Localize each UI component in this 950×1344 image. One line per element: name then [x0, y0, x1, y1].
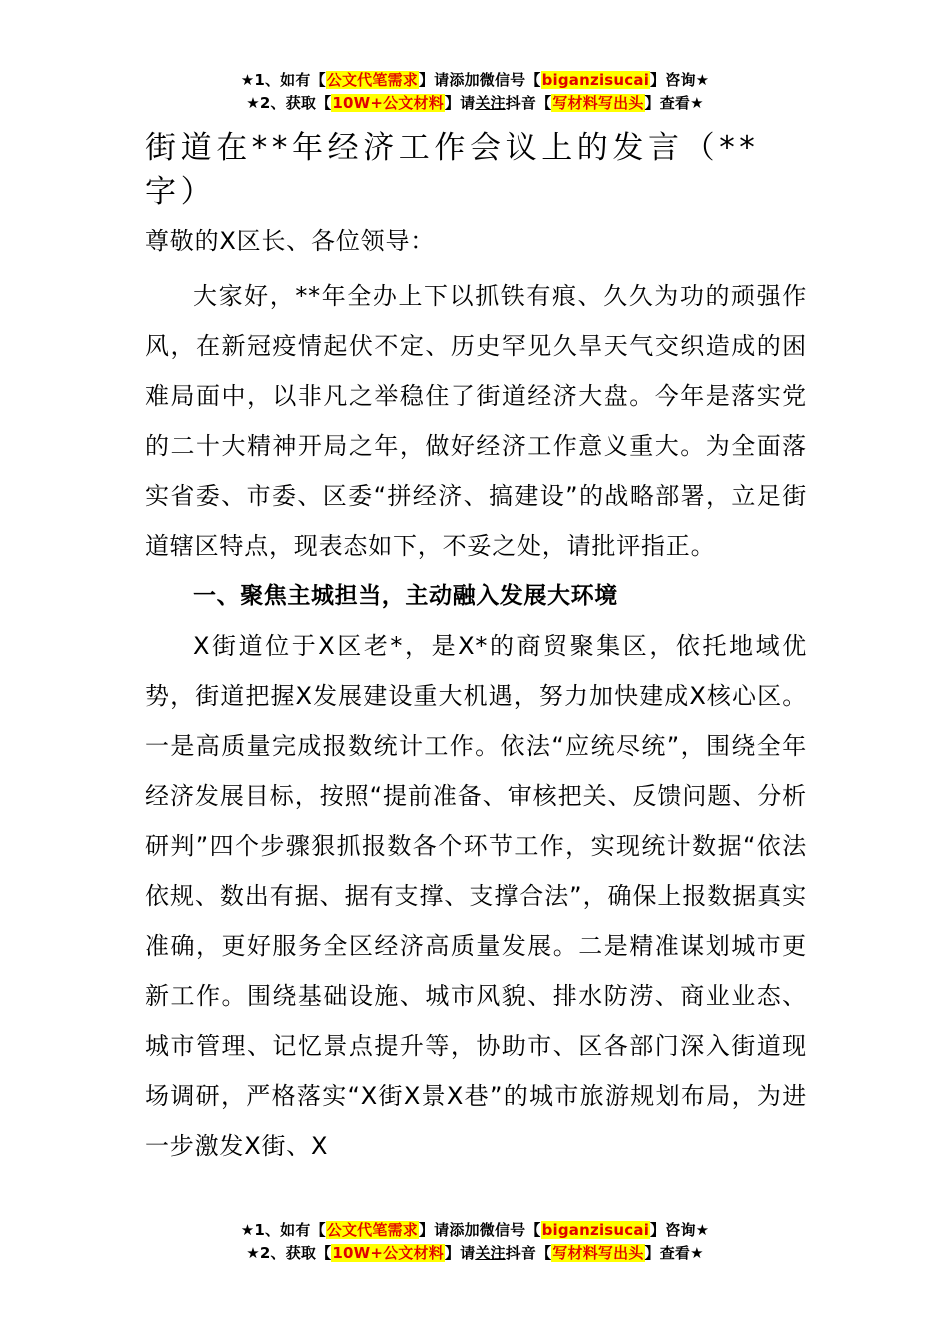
- douyin-account: 写材料写出头: [552, 1244, 644, 1262]
- paragraph-intro: 大家好，**年全办上下以抓铁有痕、久久为功的顽强作风，在新冠疫情起伏不定、历史罕见久旱天气交织造成的困难局面中，以非凡之举稳住了街道经济大盘。今年是落实党的二十大精神开局之年，做好经济工作意义重大。为全面落实省委、市委、区委“拼经济、搞建设”的战略部署，立足街道辖区特点，现表态如下，不妥之处，请批评指正。: [145, 282, 807, 560]
- promo-highlight: 公文代笔需求: [326, 1221, 418, 1239]
- promo-highlight: 10W+公文材料: [332, 1244, 444, 1262]
- section-heading-1: 一、聚焦主城担当，主动融入发展大环境: [193, 583, 618, 609]
- promo-banner-bottom: [0, 1219, 950, 1265]
- wechat-id: biganzisucai: [541, 71, 650, 89]
- paragraph-section-1: X街道位于X区老*，是X*的商贸聚集区，依托地域优势，街道把握X发展建设重大机遇，努力加快建成X核心区。一是高质量完成报数统计工作。依法“应统尽统”，围绕全年经济发展目标，按照“提前准备、审核把关、反馈问题、分析研判”四个步骤狠抓报数各个环节工作，实现统计数据“依法依规、数出有据、据有支撑、支撑合法”，确保上报数据真实准确，更好服务全区经济高质量发展。二是精准谋划城市更新工作。围绕基础设施、城市风貌、排水防涝、商业业态、城市管理、记忆景点提升等，协助市、区各部门深入街道现场调研，严格落实“X街X景X巷”的城市旅游规划布局，为进一步激发X街、X: [145, 632, 807, 1160]
- wechat-id: biganzisucai: [541, 1221, 650, 1239]
- promo-line-1: ★1、如有【公文代笔需求】请添加微信号【biganzisucai】咨询★: [240, 1221, 710, 1239]
- document-body: [145, 126, 807, 1171]
- promo-highlight: 公文代笔需求: [326, 71, 418, 89]
- promo-line-2: ★2、获取【10W+公文材料】请关注抖音【写材料写出头】查看★: [246, 94, 704, 112]
- promo-highlight: 10W+公文材料: [332, 94, 444, 112]
- douyin-account: 写材料写出头: [552, 94, 644, 112]
- promo-underline: 关注: [475, 1244, 506, 1262]
- title-line-2: 字）: [145, 174, 217, 210]
- salutation: 尊敬的X区长、各位领导：: [145, 227, 436, 255]
- promo-underline: 关注: [475, 94, 506, 112]
- document-title: [145, 126, 807, 214]
- promo-line-2: ★2、获取【10W+公文材料】请关注抖音【写材料写出头】查看★: [246, 1244, 704, 1262]
- title-line-1: 街道在**年经济工作会议上的发言（**: [145, 130, 760, 166]
- promo-line-1: ★1、如有【公文代笔需求】请添加微信号【biganzisucai】咨询★: [240, 71, 710, 89]
- promo-banner-top: [0, 69, 950, 115]
